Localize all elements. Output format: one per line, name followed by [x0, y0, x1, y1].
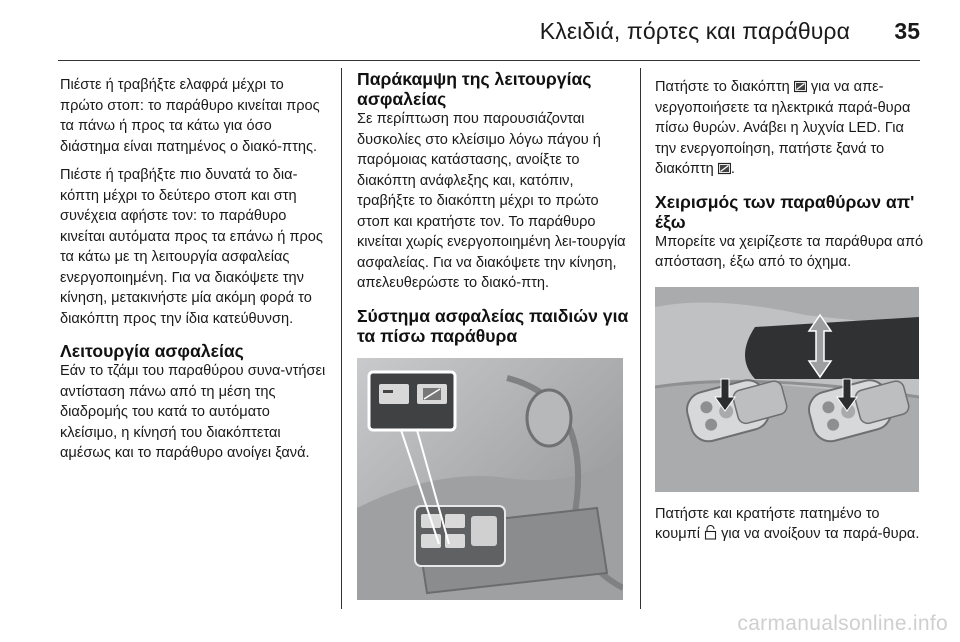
column-1	[60, 75, 330, 472]
paragraph-remote-windows: Μπορείτε να χειρίζεστε τα παράθυρα από απόσταση, έξω από το όχημα.	[655, 233, 924, 270]
page-header	[58, 14, 920, 61]
window-lock-icon	[718, 162, 731, 175]
heading-override-safety: Παράκαμψη της λειτουργίας ασφαλείας	[357, 69, 592, 109]
column-divider-2	[640, 68, 641, 609]
paragraph-second-stop: Πιέστε ή τραβήξτε πιο δυνατά το δια‐κόπτη μέχρι το δεύτερο στοπ και στη συνέχεια αφήστε τον: το παράθυρο κινείται αυτόματα προς τα επάνω ή προς τα κάτω με τη λειτουργία ασφαλείας ενεργοποιημένη. Για να διακόψετε την κίνηση, μετακινήστε μία ακόμη φορά το διακόπτη προς την ίδια κατεύθυνση.	[60, 167, 323, 327]
child-lock-text-a: Πατήστε το διακόπτη	[655, 79, 790, 95]
paragraph-child-lock	[655, 77, 925, 180]
press-hold-text-b: για να ανοίξουν τα παρά‐θυρα.	[721, 526, 920, 542]
window-lock-icon	[794, 80, 807, 93]
paragraph-safety-function: Εάν το τζάμι του παραθύρου συνα‐ντήσει αντίσταση πάνω από τη μέση της διαδρομής του κατά το αυτόματο κλείσιμο, η κίνησή του διακόπτεται αμέσως και το παράθυρο ανοίγει ξανά.	[60, 363, 326, 461]
child-lock-text-b: για να απε‐νεργοποιήσετε τα ηλεκτρικά παρά‐θυρα πίσω θυρών. Ανάβει η λυχνία LED. Για την ενεργοποίηση, πατήστε ξανά το διακόπτη	[655, 79, 911, 177]
heading-safety-function: Λειτουργία ασφαλείας	[60, 341, 244, 361]
press-hold-text-a: Πατήστε και κρατήστε πατημένο το κουμπί	[655, 505, 880, 542]
column-3	[655, 77, 925, 553]
page-title: Κλειδιά, πόρτες και παράθυρα	[539, 18, 850, 44]
paragraph-override-safety: Σε περίπτωση που παρουσιάζονται δυσκολίες στο κλείσιμο λόγω πάγου ή παρόμοιας κατάστασης, ανοίξτε το διακόπτη ανάφλεξης και, κατόπιν, τραβήξτε το διακόπτη μέχρι το πρώτο στοπ και κρατήστε τον. Το παράθυρο κινείται χωρίς ενεργοποιημένη λει‐τουργία ασφαλείας. Για να διακόψετε την κίνηση, απελευθερώστε το διακό‐πτη.	[357, 111, 626, 291]
watermark: carmanualsonline.info	[737, 612, 948, 635]
paragraph-first-stop: Πιέστε ή τραβήξτε ελαφρά μέχρι το πρώτο στοπ: το παράθυρο κινείται προς τα πάνω ή προς τα κάτω για όσο διάστημα είναι πατημένος ο διακό‐πτης.	[60, 77, 320, 155]
column-2	[357, 69, 629, 600]
page-number: 35	[894, 18, 920, 44]
paragraph-press-hold	[655, 504, 925, 545]
heading-child-safety: Σύστημα ασφαλείας παιδιών για τα πίσω παράθυρα	[357, 305, 629, 346]
door-switch-illustration	[357, 358, 623, 600]
heading-remote-windows: Χειρισμός των παραθύρων απ' έξω	[655, 191, 915, 232]
unlock-padlock-icon	[704, 525, 717, 540]
child-lock-text-c: .	[730, 161, 735, 177]
column-divider-1	[341, 68, 342, 609]
remote-key-illustration	[655, 287, 919, 492]
